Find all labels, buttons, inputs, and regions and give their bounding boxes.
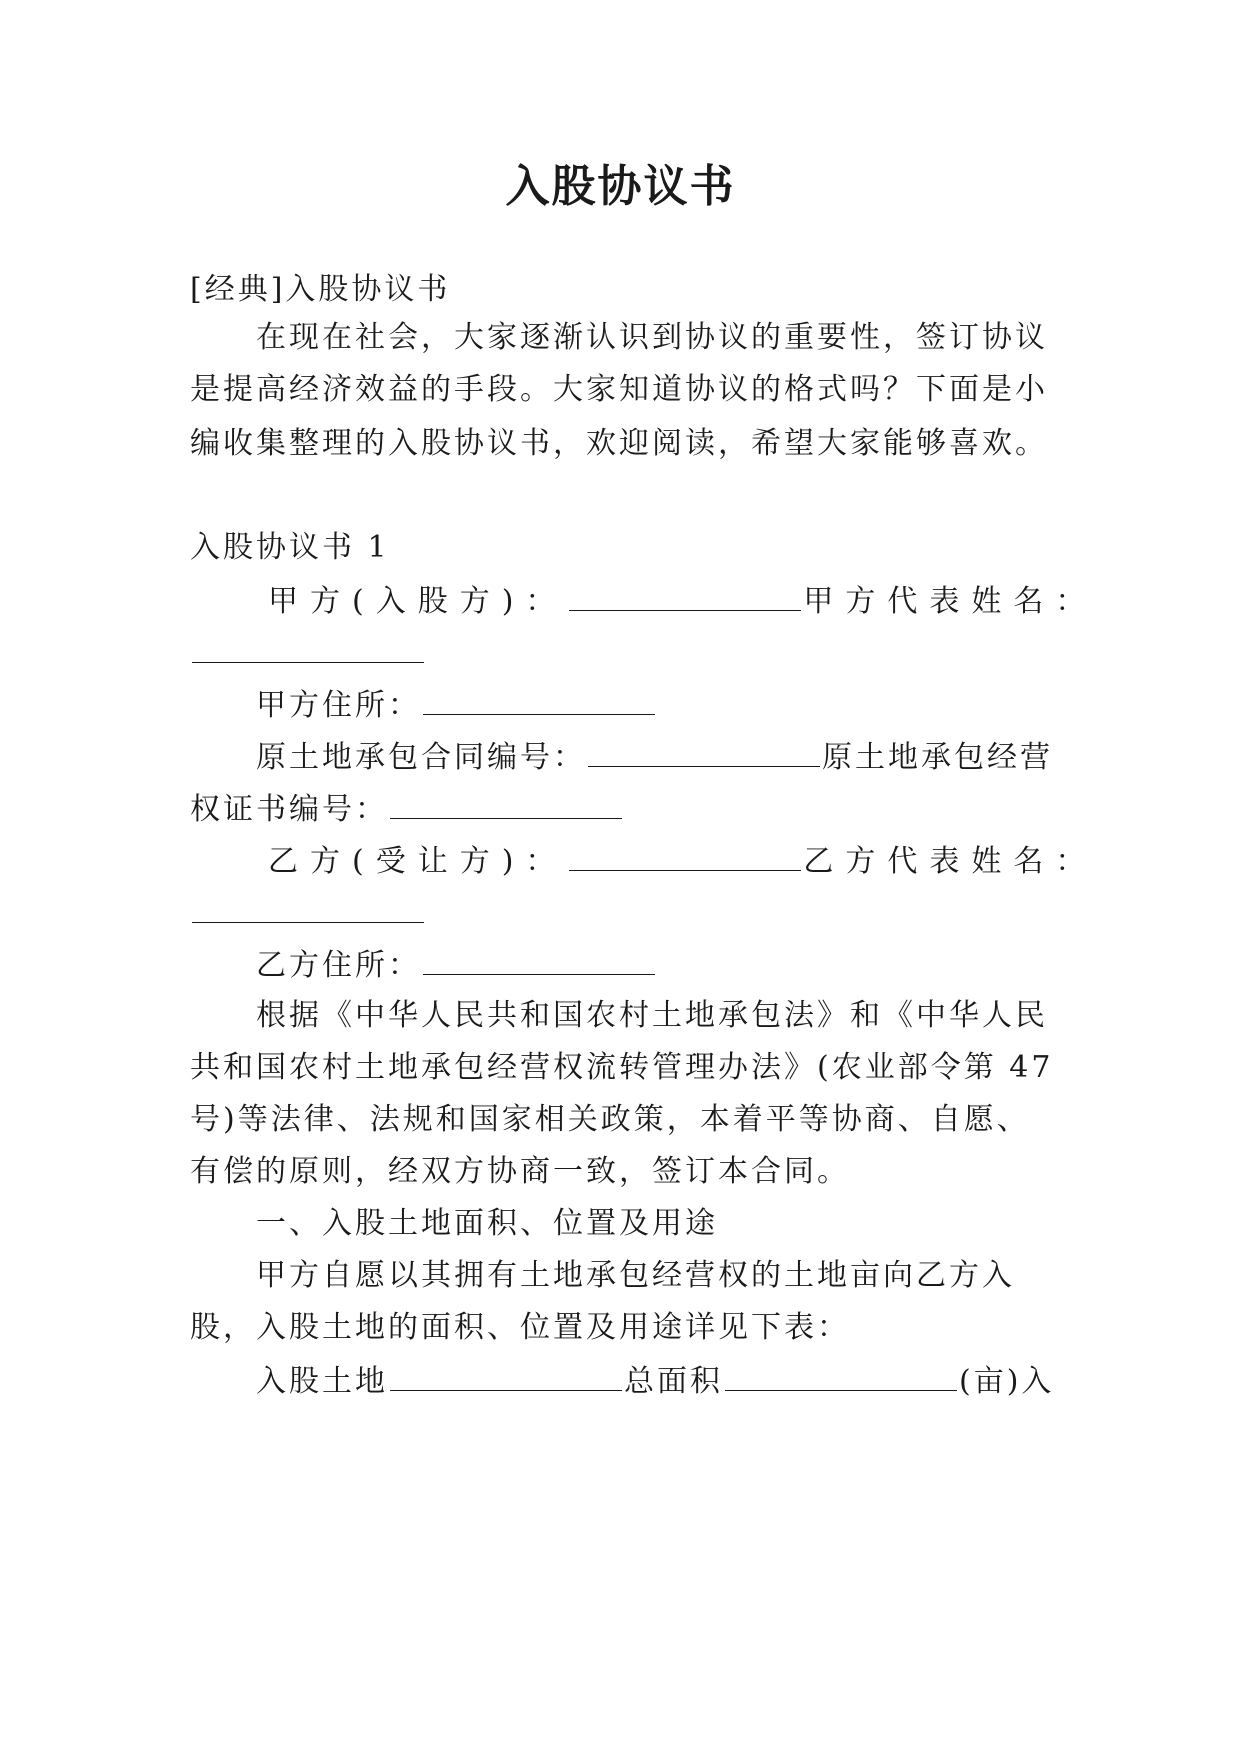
land-area-line [256, 1360, 1054, 1402]
basis-line-1: 根据《中华人民共和国农村土地承包法》和《中华人民 [256, 998, 1048, 1033]
contract-no-line [256, 736, 1053, 778]
intro-line-3: 编收集整理的入股协议书，欢迎阅读，希望大家能够喜欢。 [190, 426, 1048, 461]
clause1-line-1: 甲方自愿以其拥有土地承包经营权的土地亩向乙方入 [256, 1258, 1015, 1293]
party-a-label: 甲方(入股方)： [268, 584, 568, 619]
total-area-blank [725, 1360, 957, 1391]
party-a-line [268, 580, 1097, 622]
basis-line-4: 有偿的原则，经双方协商一致，签订本合同。 [190, 1154, 850, 1189]
contract-no-blank [588, 736, 820, 767]
basis-line-2: 共和国农村土地承包经营权流转管理办法》(农业部令第 47 [190, 1050, 1054, 1085]
party-a-rep-label: 甲方代表姓名： [803, 584, 1098, 619]
party-b-name-blank [569, 840, 801, 871]
document-subtitle: [经典]入股协议书 [190, 272, 451, 307]
cert-label-part2: 权证书编号： [190, 792, 388, 827]
party-a-address-blank [423, 684, 655, 715]
party-a-rep-blank-line [190, 632, 426, 674]
party-b-line [268, 840, 1097, 882]
clause1-line-2: 股，入股土地的面积、位置及用途详见下表： [190, 1310, 850, 1345]
party-b-rep-label: 乙方代表姓名： [803, 844, 1098, 879]
cert-label-part1: 原土地承包经营 [822, 740, 1053, 775]
party-b-address-blank [423, 944, 655, 975]
cert-no-blank [390, 788, 622, 819]
party-b-rep-blank [192, 892, 424, 923]
party-a-address-line [256, 684, 657, 726]
basis-line-3: 号)等法律、法规和国家相关政策，本着平等协商、自愿、 [190, 1102, 1030, 1137]
intro-line-1: 在现在社会，大家逐渐认识到协议的重要性，签订协议 [256, 320, 1048, 355]
party-b-address-line [256, 944, 657, 986]
clause1-heading: 一、入股土地面积、位置及用途 [256, 1206, 718, 1241]
contract-no-label: 原土地承包合同编号： [256, 740, 586, 775]
party-b-address-label: 乙方住所： [256, 948, 421, 983]
party-a-name-blank [569, 580, 801, 611]
cert-no-line [190, 788, 624, 830]
total-area-label: 总面积 [624, 1364, 723, 1399]
intro-line-2: 是提高经济效益的手段。大家知道协议的格式吗？下面是小 [190, 372, 1048, 407]
land-label: 入股土地 [256, 1364, 388, 1399]
area-unit-label: (亩)入 [959, 1364, 1055, 1399]
section-heading: 入股协议书 1 [190, 530, 390, 565]
party-b-label: 乙方(受让方)： [268, 844, 568, 879]
party-a-rep-blank [192, 632, 424, 663]
party-a-address-label: 甲方住所： [256, 688, 421, 723]
document-title: 入股协议书 [505, 161, 736, 212]
party-b-rep-blank-line [190, 892, 426, 934]
land-blank [390, 1360, 622, 1391]
